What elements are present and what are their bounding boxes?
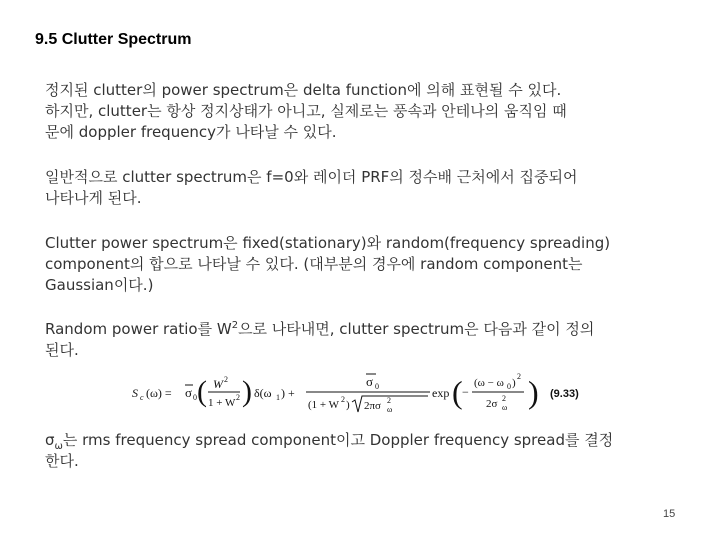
eq-paren-left: ( (197, 375, 207, 408)
eq-sqrt-sub: ω (387, 405, 393, 414)
eq-frac2-den-close: ) (346, 399, 350, 411)
text-line: 문에 doppler frequency가 나타날 수 있다. (45, 123, 337, 141)
eq-lhs-sub: c (140, 393, 144, 402)
text-line: Gaussian이다.) (45, 276, 154, 294)
eq-exp-num: (ω − ω (474, 377, 504, 389)
eq-sup: 2 (387, 396, 391, 405)
text-line: 일반적으로 clutter spectrum은 f=0와 레이더 PRF의 정수배 근처에서 집중되어 (45, 168, 578, 186)
text-line: component의 합으로 나타날 수 있다. (대부분의 경우에 random component는 (45, 255, 583, 273)
text-segment: 는 rms frequency spread component이고 Doppler frequency spread를 결정 (62, 431, 614, 449)
paragraph-static-clutter (45, 80, 695, 143)
eq-sigma-sub: 0 (375, 382, 379, 391)
eq-frac1-den: 1 + W (208, 397, 236, 409)
eq-frac1-num: W (213, 377, 223, 391)
eq-frac2-den: (1 + W (308, 399, 340, 411)
page-number: 15 (663, 508, 676, 520)
eq-paren-right: ) (528, 374, 539, 410)
eq-exp-num-sub: 0 (507, 382, 511, 391)
eq-exp: exp (432, 386, 450, 400)
slide-title: 9.5 Clutter Spectrum (35, 31, 192, 48)
eq-sup: 2 (517, 372, 521, 381)
paragraph-power-components (45, 233, 695, 296)
eq-lhs-arg: (ω) = (146, 386, 172, 400)
eq-sup: 2 (236, 393, 240, 402)
eq-sqrt-arg: 2πσ (364, 400, 381, 412)
eq-sigma: σ (185, 385, 193, 400)
sigma-symbol: σ (45, 431, 55, 449)
eq-sup: 2 (224, 375, 228, 384)
eq-lhs: S (132, 386, 138, 400)
eq-delta: δ(ω (254, 386, 272, 400)
eq-paren-right: ) (242, 375, 252, 408)
eq-minus: − (462, 385, 469, 399)
text-segment: 으로 나타내면, clutter spectrum은 다음과 같이 정의 (238, 320, 595, 338)
text-line: 한다. (45, 452, 79, 470)
text-line: 된다. (45, 341, 79, 359)
paragraph-spectrum-concentration (45, 167, 695, 209)
eq-paren-left: ( (452, 374, 463, 410)
eq-exp-num-end: ) (512, 377, 516, 389)
eq-sup: 2 (341, 395, 345, 404)
eq-sup: 2 (502, 394, 506, 403)
text-line: 하지만, clutter는 항상 정지상태가 아니고, 실제로는 풍속과 안테나의 움직임 때 (45, 102, 567, 120)
eq-sqrt-sub: ω (502, 403, 508, 412)
subscript: ω (54, 441, 63, 452)
eq-exp-den: 2σ (486, 398, 498, 410)
eq-delta-sub: 1 (276, 393, 280, 402)
superscript: 2 (231, 320, 239, 331)
text-line: 정지된 clutter의 power spectrum은 delta function에 의해 표현될 수 있다. (45, 81, 562, 99)
equation-9-33 (130, 366, 600, 418)
eq-sigma: σ (366, 374, 374, 389)
text-segment: Random power ratio를 W (45, 320, 232, 338)
eq-number: (9.33) (550, 388, 579, 400)
eq-sigma-sub: 0 (193, 393, 197, 402)
text-line (45, 430, 695, 451)
paragraph-power-ratio (45, 319, 695, 361)
paragraph-rms-spread (45, 430, 695, 472)
text-line: Clutter power spectrum은 fixed(stationary)와 random(frequency spreading) (45, 234, 611, 252)
eq-delta-end: ) + (281, 386, 295, 400)
text-line (45, 319, 695, 340)
text-line: 나타나게 된다. (45, 189, 142, 207)
